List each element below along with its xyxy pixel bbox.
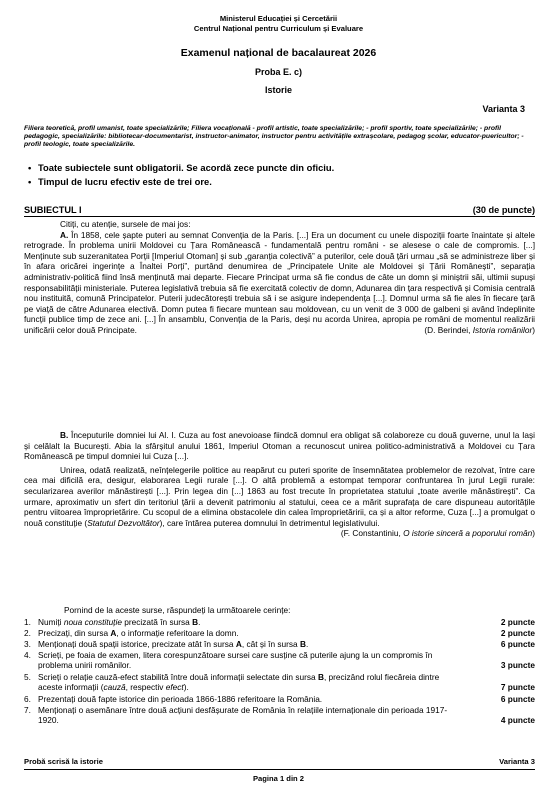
intro-line: Citiți, cu atenție, sursele de mai jos: [60,219,191,229]
bullet-icon: • [28,176,32,187]
question-points: 7 puncte [500,682,535,693]
bullet-item: • Toate subiectele sunt obligatorii. Se acordă zece puncte din oficiu. [28,162,335,173]
question-points: 4 puncte [500,715,535,726]
center-header: Centrul Național pentru Curriculum și Evaluare [193,24,364,33]
footer-rule [24,769,535,770]
task-intro: Pornind de la aceste surse, răspundeți la următoarele cerințe: [64,605,291,615]
ministry-header: Ministerul Educației și Cercetării [219,14,338,23]
page-number: Pagina 1 din 2 [252,774,305,783]
source-b-p1: B. Începuturile domniei lui Al. I. Cuza au fost anevoioase fiindcă domnul era obligat să colaboreze cu două guverne, unul la Iași și celălalt la București. Abia la sfârșitul anului 1861, Imperiul Otoman a recunoscut unirea politico-administrativă a Moldovei cu Țara Românească pe timpul domniei lui Cuza [...]. [24,430,535,462]
bullet-icon: • [28,162,32,173]
source-b-label: B. [60,430,69,440]
section-title: SUBIECTUL I [24,205,82,215]
source-b-block [24,430,535,539]
footer-right: Varianta 3 [499,757,535,766]
exam-title: Examenul național de bacalaureat 2026 [180,47,377,59]
question-4: 4. Scrieți, pe foaia de examen, litera corespunzătoare sursei care susține că puterile ajung la un compromis în problema unirii românilor. 3 puncte [24,650,535,671]
question-points: 2 puncte [500,617,535,627]
question-6: 6. Prezentați două fapte istorice din perioada 1866-1886 referitoare la România. 6 puncte [24,694,535,704]
question-points: 6 puncte [500,639,535,649]
section-points: (30 de puncte) [472,205,535,215]
question-points: 6 puncte [500,694,535,704]
question-1: 1. Numiți noua constituție precizată în sursa B. 2 puncte [24,617,535,627]
source-b-p2: Unirea, odată realizată, neînțelegerile politice au reapărut cu puteri sporite de însemnătatea problemelor de rezolvat, între care cea mai dificilă era, desigur, elaborarea Legii rurale [...]. O altă problemă a estompat temporar confruntarea în jurul Legii rurale: secularizarea averilor mănăstirești [...]. Prin legea din [...] 1863 au fost trecute în proprietatea statului „toate averile mănăstirești”. Ca urmare, aproximativ un sfert din teritoriul țării a devenit patrimoniu al statului, ceea ce a mărit suprafața de care dispuneau autoritățile pentru viitoarea împroprietărire. Cu scopul de a elimina obstacolele din calea împroprietăririi, ca și a altor reforme, Cuza [...] a promulgat o nouă constituție (Statutul Dezvoltător), care întărea puterea domnului în detrimentul legislativului. [24,464,535,528]
variant-label: Varianta 3 [482,104,525,114]
subject-label: Istorie [264,85,292,95]
bullet-item: • Timpul de lucru efectiv este de trei ore. [28,176,212,187]
question-7: 7. Menționați o asemănare între două acțiuni desfășurate de România în relațiile internaționale din perioada 1917-1920. 4 puncte [24,705,535,726]
question-points: 2 puncte [500,628,535,638]
source-a-text: A. În 1858, cele șapte puteri au semnat Convenția de la Paris. [...] Era un document cu unele dispoziții foarte înaintate și altele retrograde. În problema unirii Moldovei cu Țara Românească - fundamentală pentru români - se alesese o cale de compromis. [...] Menținute sub suzeranitatea Porții [Imperiul Otoman] și sub „garanția colectivă” a puterilor, cele două țări urmau „să se administreze liber și în afara oricărei ingerințe a Înaltei Porți”, purtând denumirea de „Principatele Unite ale Moldovei și Țării Românești”, separația administrativ-politică fiind însă menținută mai departe. Fiecare Principat urma să fie condus de câte un domn și miniștrii săi, ultimii supuși responsabilității ministeriale. Puterea legislativă trebuia să fie exercitată colectiv de domn, Adunarea din țara respectivă și Comisia centrală nou instituită, comună Principatelor. Puterii judecătorești trebuia să i se asigure independența [...]. Domnul urma să fie ales în fiecare țară pe viață de către Adunarea electivă. Domn putea fi fiecare muntean sau moldovean, cu un venit de 3 000 de galbeni și având îndeplinite funcții publice timp de zece ani. [...] În ansamblu, Convenția de la Paris, deși nu acorda Unirea, apropia pe români de momentul realizării unificării celor două Principate. [24,229,535,335]
question-points: 3 puncte [500,660,535,671]
source-a-citation: (D. Berindei, Istoria românilor) [424,324,535,335]
source-a-block [24,219,535,336]
question-2: 2. Precizați, din sursa A, o informație referitoare la domn. 2 puncte [24,628,535,638]
footer-left: Probă scrisă la istorie [24,757,103,766]
section-header [24,205,535,217]
source-a-label: A. [60,229,69,240]
question-5: 5. Scrieți o relație cauză-efect stabilită între două informații selectate din sursa B, precizând rolul fiecăreia dintre aceste informații (cauză, respectiv efect). 7 puncte [24,672,535,693]
proba-label: Proba E. c) [254,67,302,77]
source-b-citation: (F. Constantiniu, O istorie sinceră a poporului român) [340,528,535,539]
question-3: 3. Menționați două spații istorice, precizate atât în sursa A, cât și în sursa B. 6 puncte [24,639,535,649]
specialization-note: Filiera teoretică, profil umanist, toate specializările; Filiera vocațională - profil artistic, toate specializările; - profil sportiv, toate specializările; - profil pedagogic, specializările: bibliotecar-documentarist, instructor-animator, instructor pentru activitățile extrașcolare, pedagog școlar, educator-puericultor; - profil teologic, toate specializările. [24,125,524,149]
